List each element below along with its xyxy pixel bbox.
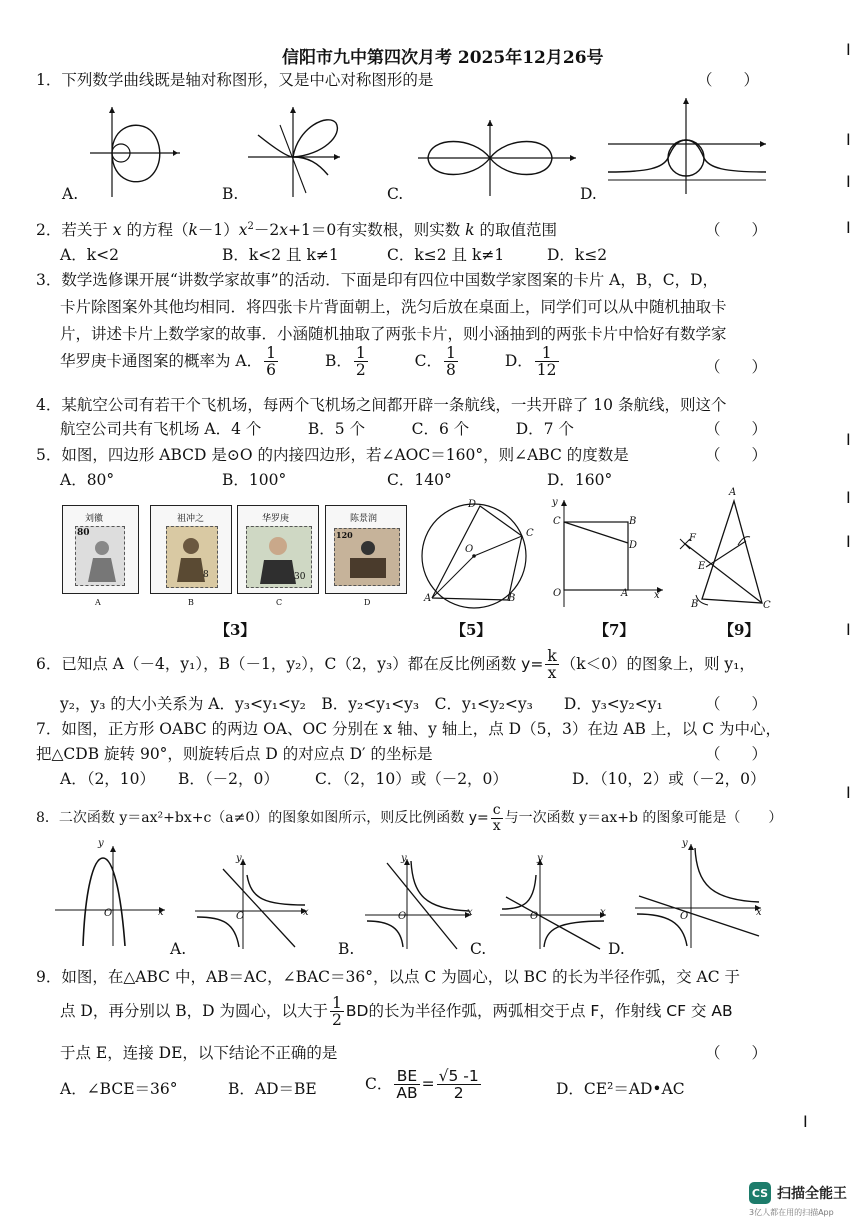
fig5-label-b: B <box>508 593 516 604</box>
q9-line-1: 9．如图，在△ABC 中，AB＝AC，∠BAC＝36°，以点 C 为圆心，以 BC 的长为半径作弧，交 AC 于 <box>36 968 740 986</box>
q8-option-c-graph <box>500 855 610 950</box>
margin-mark: I <box>846 430 851 449</box>
q5-line-1: 5．如图，四边形 ABCD 是⊙O 的内接四边形，若∠AOC＝160°，则∠ABC 的度数是 <box>36 446 629 464</box>
fig9-label-a: A <box>729 487 737 498</box>
margin-mark: I <box>846 488 851 507</box>
q9-option-a: A．∠BCE＝36° <box>60 1080 178 1098</box>
q7-answer-paren: （ ） <box>705 745 768 763</box>
fig7-label-b: B <box>629 516 637 527</box>
q8-option-d-graph <box>635 840 765 950</box>
stamp-card-b: 祖冲之 8 <box>150 505 232 594</box>
q4-line-1: 4．某航空公司有若干个飞机场，每两个飞机场之间都开辟一条航线，一共开辟了 10 条航线，则这个 <box>36 396 727 414</box>
stamp-letter-c: C <box>276 598 283 607</box>
q9-option-c-right-fraction: $\frac{√5 -1}{2}$ <box>438 1067 479 1103</box>
q5-answer-paren: （ ） <box>705 446 768 464</box>
q8-a-axis-x: x <box>303 907 309 918</box>
q1-figure-c <box>418 118 578 198</box>
margin-mark: I <box>846 783 851 802</box>
q2-option-b: B．k<2 且 k≠1 <box>222 246 339 264</box>
fig9-label-f: F <box>689 533 696 544</box>
q8-axis-y: y <box>98 838 104 849</box>
q8-option-b-graph <box>365 855 475 950</box>
stamp-letter-b: B <box>188 598 194 607</box>
q3-line-3: 片，讲述卡片上数学家的故事．小涵随机抽取了两张卡片，则小涵抽到的两张卡片中恰好有数学家 <box>60 325 727 343</box>
q1-label-d: D. <box>580 185 597 203</box>
q9-line-2: 点 D，再分别以 B，D 为圆心，以大于 $\frac{1}{2}$ BD的长为半径作弧，两弧相交于点 F，作射线 CF 交 AB <box>60 994 733 1030</box>
fig9-label-c: C <box>763 600 771 611</box>
q3-line-1: 3．数学选修课开展“讲数学家故事”的活动．下面是印有四位中国数学家图案的卡片 A，B，C，D， <box>36 271 719 289</box>
margin-mark: I <box>846 172 851 191</box>
q3-option-d-fraction: $\frac{1}{12}$ <box>536 344 557 380</box>
q8-d-axis-y: y <box>682 838 688 849</box>
figure-5-circle <box>418 500 533 612</box>
q8-axis-x: x <box>158 907 164 918</box>
figure-9-triangle <box>676 495 776 610</box>
stamp-card-d: 陈景润 120 <box>325 505 407 594</box>
margin-mark: I <box>846 40 851 59</box>
q3-option-b-fraction: $\frac{1}{2}$ <box>355 344 366 380</box>
figure-9-caption: 【9】 <box>719 621 760 639</box>
q9-line-3: 于点 E，连接 DE，以下结论不正确的是 <box>60 1044 338 1062</box>
figure-5-caption: 【5】 <box>451 621 492 639</box>
q9-half-fraction: $\frac{1}{2}$ <box>332 994 342 1030</box>
q8-d-axis-x: x <box>756 907 762 918</box>
fig7-label-x: x <box>654 590 660 601</box>
q8-a-axis-y: y <box>236 853 242 864</box>
fig9-label-b: B <box>691 599 699 610</box>
figure-7-square <box>548 495 668 610</box>
figure-3-caption: 【3】 <box>215 621 256 639</box>
q8-fraction-c-over-x: $\frac{c}{x}$ <box>492 802 501 834</box>
scanner-watermark <box>749 1182 847 1218</box>
page-title: 信阳市九中第四次月考 2025年12月26号 <box>282 48 604 68</box>
q8-c-axis-x: x <box>600 907 606 918</box>
q9-option-c-left-fraction: $\frac{BE}{AB}$ <box>396 1067 418 1103</box>
q2-option-a: A．k<2 <box>60 246 119 264</box>
brand-name: 扫描全能王 <box>777 1186 847 1202</box>
fig5-label-o: O <box>465 544 474 555</box>
fig5-label-a: A <box>424 593 432 604</box>
q8-option-a-graph <box>195 855 310 950</box>
q1-figure-b <box>248 105 343 200</box>
q1-answer-paren: （ ） <box>697 71 760 89</box>
q2-option-d: D．k≤2 <box>547 246 608 264</box>
margin-mark: I <box>846 620 851 639</box>
cs-logo-icon: CS <box>749 1182 771 1204</box>
fig7-label-y: y <box>552 497 558 508</box>
q7-option-b: B．（－2，0） <box>178 770 279 788</box>
page-mark: I <box>803 1112 808 1131</box>
q2-option-c: C．k≤2 且 k≠1 <box>387 246 505 264</box>
q8-b-axis-y: y <box>401 853 407 864</box>
brand-slogan: 3亿人都在用的扫描App <box>749 1208 834 1217</box>
q9-answer-paren: （ ） <box>705 1044 768 1062</box>
q9-option-b: B．AD＝BE <box>228 1080 317 1098</box>
q5-option-c: C．140° <box>387 471 452 489</box>
q8-label-c: C. <box>470 940 487 958</box>
margin-mark: I <box>846 130 851 149</box>
fig7-label-d: D <box>629 540 638 551</box>
q1-label-c: C. <box>387 185 404 203</box>
q2-answer-paren: （ ） <box>705 221 768 239</box>
q9-option-c: C． $\frac{BE}{AB}$ = $\frac{√5 -1}{2}$ <box>365 1067 479 1103</box>
fig7-label-a: A <box>621 588 629 599</box>
q8-parabola-graph <box>55 842 170 947</box>
q8-label-d: D. <box>608 940 625 958</box>
q2-stem: 2．若关于 x 的方程$(k-1)x^2-2x+1=0$有实数根，则实数 k 的取值范围 <box>36 220 557 239</box>
figure-7-caption: 【7】 <box>594 621 635 639</box>
fig5-label-c: C <box>526 528 534 539</box>
q7-option-c: C．（2，10）或（－2，0） <box>315 770 508 788</box>
q6-fraction-k-over-x: $\frac{k}{x}$ <box>547 647 557 683</box>
q3-line-4: 华罗庚卡通图案的概率为 A． $\frac{1}{6}$ B． $\frac{1}{2}$ C． $\frac{1}{8}$ D． $\frac{1}{12}$ <box>60 344 557 380</box>
q5-option-d: D．160° <box>547 471 613 489</box>
stamp-letter-d: D <box>364 598 371 607</box>
q1-label-a: A. <box>62 185 79 203</box>
fig9-label-e: E <box>698 561 706 572</box>
q1-label-b: B. <box>222 185 239 203</box>
q7-line-1: 7．如图，正方形 OABC 的两边 OA、OC 分别在 x 轴、y 轴上，点 D（5，3）在边 AB 上，以 C 为中心， <box>36 720 781 738</box>
q4-answer-paren: （ ） <box>705 420 768 438</box>
fig5-label-d: D <box>468 499 477 510</box>
q1-figure-a <box>90 105 180 200</box>
q8-c-axis-y: y <box>537 853 543 864</box>
q6-line-2: y₂，y₃ 的大小关系为 A．y₃<y₁<y₂ B．y₂<y₁<y₃ C．y₁<y₂<y₃ D．y₃<y₂<y₁ <box>60 695 663 713</box>
stamp-card-a: 刘徽 80 <box>62 505 139 594</box>
fig7-label-c: C <box>553 516 561 527</box>
q6-line-1: 6．已知点 A（－4，y₁），B（－1，y₂），C（2，y₃）都在反比例函数 y= $\frac{k}{x}$ （k＜0）的图象上，则 y₁， <box>36 647 755 683</box>
q6-answer-paren: （ ） <box>705 695 768 713</box>
q3-option-a-fraction: $\frac{1}{6}$ <box>266 344 276 380</box>
stamp-card-c: 华罗庚 30 <box>237 505 319 594</box>
q3-option-c-fraction: $\frac{1}{8}$ <box>446 344 456 380</box>
margin-mark: I <box>846 218 851 237</box>
q4-line-2: 航空公司共有飞机场 A．4 个 B．5 个 C．6 个 D．7 个 <box>60 420 574 438</box>
q9-option-d: D．CE²＝AD•AC <box>556 1080 685 1098</box>
stamp-letter-a: A <box>95 598 101 607</box>
q5-option-b: B．100° <box>222 471 287 489</box>
q1-figure-d <box>608 96 768 196</box>
q8-line-1: 8．二次函数 y＝ax²+bx+c（a≠0）的图象如图所示，则反比例函数 y= $\frac{c}{x}$ 与一次函数 y＝ax+b 的图象可能是（ ） <box>36 802 783 834</box>
q7-line-2: 把△CDB 旋转 90°，则旋转后点 D 的对应点 D′ 的坐标是 <box>36 745 433 763</box>
q8-b-axis-origin: O <box>398 911 407 922</box>
q3-line-2: 卡片除图案外其他均相同．将四张卡片背面朝上，洗匀后放在桌面上，同学们可以从中随机抽取卡 <box>60 298 727 316</box>
q8-d-axis-origin: O <box>680 911 689 922</box>
q8-label-a: A. <box>170 940 187 958</box>
margin-mark: I <box>846 532 851 551</box>
q8-label-b: B. <box>338 940 355 958</box>
q1-stem: 1．下列数学曲线既是轴对称图形，又是中心对称图形的是 <box>36 71 434 89</box>
q5-option-a: A．80° <box>60 471 115 489</box>
q7-option-a: A．（2，10） <box>60 770 156 788</box>
q8-a-axis-origin: O <box>236 911 245 922</box>
q8-c-axis-origin: O <box>530 911 539 922</box>
q8-b-axis-x: x <box>467 907 473 918</box>
q8-axis-origin: O <box>104 908 113 919</box>
q7-option-d: D．（10，2）或（－2，0） <box>572 770 766 788</box>
fig7-label-o: O <box>553 588 562 599</box>
q3-answer-paren: （ ） <box>705 358 768 376</box>
